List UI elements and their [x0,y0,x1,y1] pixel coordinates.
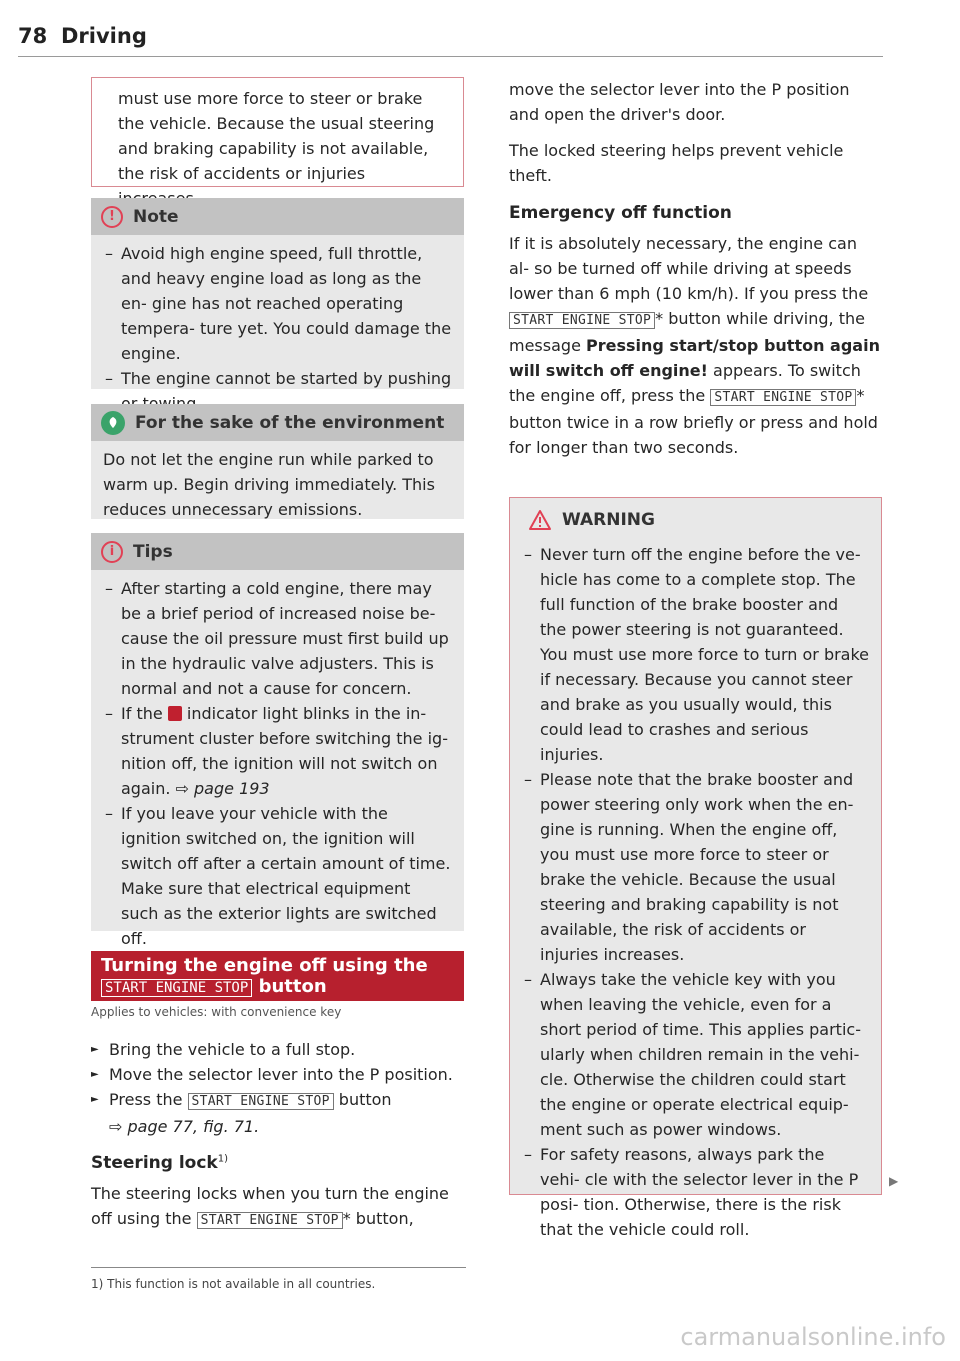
environment-header [91,404,464,441]
section-title: Driving [61,24,147,48]
note-item: – Avoid high engine speed, full throttle, and heavy engine load as long as the en- gine has not reached operating tempera- ture yet. You could damage the engine. [103,241,452,366]
warning-item: – Please note that the brake booster and power steering only work when the en- gine is running. When the engine off, you must use more force to steer or brake the vehicle. Because the usual steering and braking capability is not available, the risk of accidents or injuries increases. [522,767,869,967]
footnote: 1) This function is not available in all countries. [91,1277,376,1291]
oil-pressure-indicator-icon [168,706,182,721]
tips-item [103,701,452,801]
emergency-text-post: * button twice in a row briefly or press and hold for longer than two seconds. [509,386,878,457]
footnote-marker: 1) [217,1153,228,1165]
step-item [91,1087,464,1139]
warning-line: the risk of accidents or injuries [118,164,366,183]
emergency-text [509,231,882,460]
step-item: ► Bring the vehicle to a full stop. [91,1037,464,1062]
watermark: carmanualsonline.info [680,1323,946,1351]
warning-item: – Never turn off the engine before the ve- hicle has come to a complete stop. The full function of the brake booster and the power steering is not guaranteed. You must use more force to turn or brake if necessary. Because you cannot steer and brake as you usually would, this could lead to crashes and serious injuries. [522,542,869,767]
start-engine-stop-key: START ENGINE STOP [509,312,655,329]
tips-item: – After starting a cold engine, there may be a brief period of increased noise be- cause the oil pressure must first build up in the hydraulic valve adjusters. This is normal and not a cause for concern. [103,576,452,701]
section-heading-line1: Turning the engine off using the [101,955,428,976]
environment-box [91,404,464,519]
steering-lock-text-post: * button, [342,1209,414,1228]
page-reference[interactable]: ⇨ page 77, fig. 71. [109,1117,260,1136]
warning-line: must use more force to steer or brake [118,89,423,108]
page-number: 78 [18,24,48,48]
steering-lock-text-pre: The steering locks when you turn the engine off using the [91,1184,449,1228]
step3-post: button [338,1090,392,1109]
section-heading [91,951,464,1001]
emergency-text-pre: If it is absolutely necessary, the engine can al- so be turned off while driving at speeds lower than 6 mph (10 km/h). If you press the [509,234,869,303]
tips-item2-pre: If the [121,704,163,723]
paragraph: The locked steering helps prevent vehicle theft. [509,141,844,185]
warning-box [509,497,882,1239]
warning-triangle-icon [528,509,552,531]
warning-line: the vehicle. Because the usual steering [118,114,435,133]
note-box [91,198,464,389]
info-icon: i [101,541,123,563]
tips-header [91,533,464,570]
steering-lock-text [91,1181,464,1233]
leaf-icon [101,411,125,435]
step-item: ► Move the selector lever into the P position. [91,1062,464,1087]
applies-to: Applies to vehicles: with convenience key [91,1005,342,1019]
warning-title: WARNING [562,510,655,530]
tips-box [91,533,464,948]
continue-arrow-icon: ▶ [889,1174,899,1188]
emergency-text-mid2: appears. To switch the engine off, press the [509,361,861,405]
paragraph: move the selector lever into the P position and open the driver's door. [509,80,850,124]
tips-title: Tips [133,541,173,562]
emergency-message: Pressing start/stop button again will switch off engine! [509,336,880,380]
note-header [91,198,464,235]
tips-item2-post: indicator light blinks in the in- strument cluster before switching the ig- nition off, the ignition will not switch on again. [121,704,448,798]
start-engine-stop-key: START ENGINE STOP [101,979,252,997]
steering-lock-title: Steering lock [91,1153,218,1173]
note-title: Note [133,206,179,227]
warning-header [510,498,881,542]
exclamation-icon: ! [101,206,123,228]
page-header [18,22,883,57]
steering-lock-heading [91,1153,464,1173]
footnote-divider [91,1267,466,1268]
page-reference[interactable]: ⇨ page 193 [175,779,270,798]
section-heading-line2 [101,976,454,999]
warning-continuation-box [91,77,464,187]
warning-item: – Always take the vehicle key with you when leaving the vehicle, even for a short period of time. This applies partic- ularly when children remain in the vehi- cle. Otherwise the children could start the engine or operate electrical equip- ment such as power windows. [522,967,869,1142]
warning-item: – For safety reasons, always park the vehi- cle with the selector lever in the P posi- tion. Otherwise, there is the risk that the vehicle could roll. [522,1142,869,1242]
environment-text: Do not let the engine run while parked to warm up. Begin driving immediately. This reduces unnecessary emissions. [103,450,435,519]
start-engine-stop-key: START ENGINE STOP [197,1212,343,1229]
steps-list [91,1037,464,1139]
warning-line: and braking capability is not available, [118,139,429,158]
start-engine-stop-key: START ENGINE STOP [188,1093,334,1110]
environment-title: For the sake of the environment [135,412,445,433]
tips-item: – If you leave your vehicle with the ignition switched on, the ignition will switch off after a certain amount of time. Make sure that electrical equipment such as the exterior lights are switched off. [103,801,452,951]
emergency-heading: Emergency off function [509,203,732,223]
section-heading-suffix: button [258,976,327,997]
note-item: – The engine cannot be started by pushing [103,366,452,416]
emergency-text-mid: * button while driving, the message [509,309,865,355]
start-engine-stop-key: START ENGINE STOP [710,389,856,406]
step3-pre: Press the [109,1090,183,1109]
